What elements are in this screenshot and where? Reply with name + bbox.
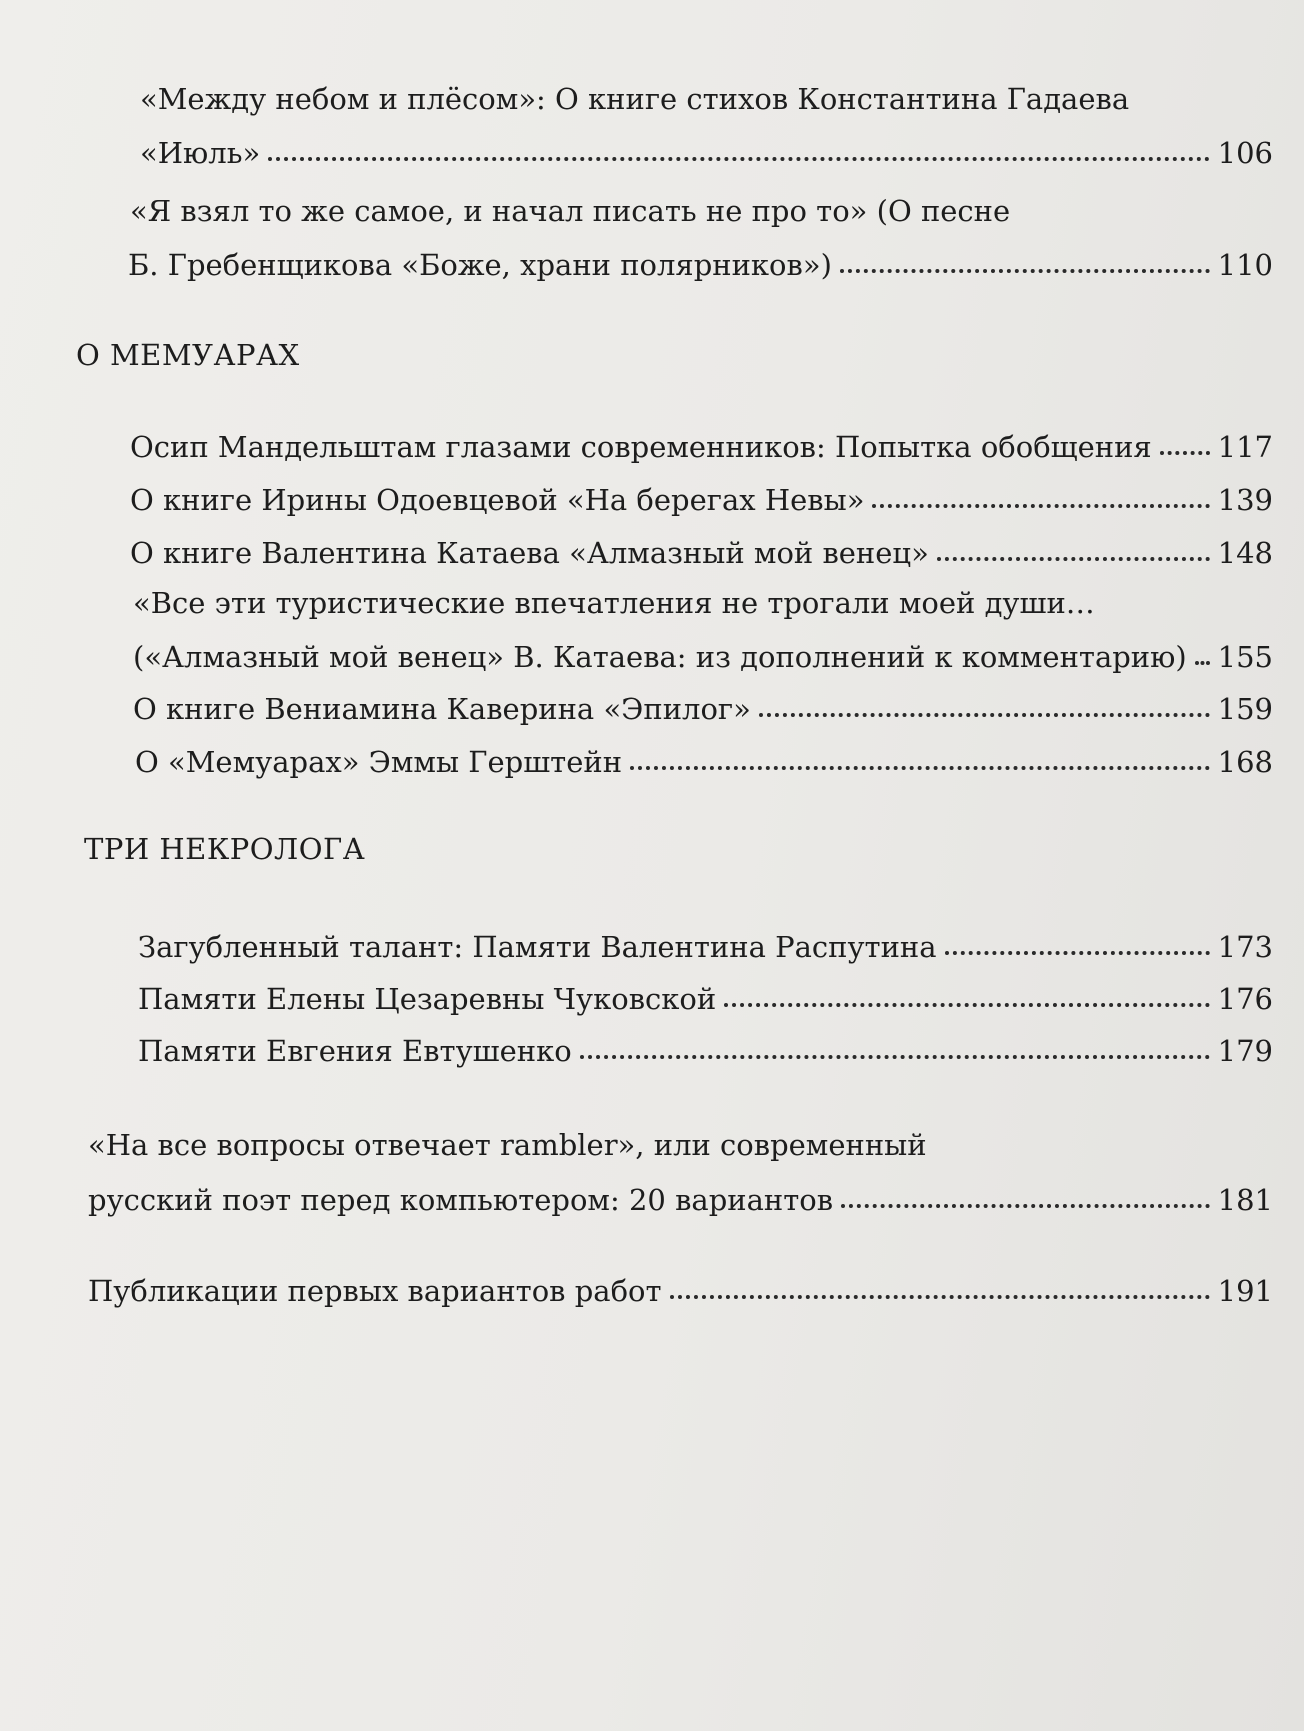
page-number: 173 [1217, 930, 1273, 964]
toc-entry-text: «Я взял то же самое, и начал писать не про то» (О песне [130, 194, 1011, 228]
toc-entry-text: «Июль» [140, 136, 261, 170]
toc-entry-text: Загубленный талант: Памяти Валентина Распутина [138, 930, 937, 964]
toc-entry[interactable] [130, 412, 1273, 462]
toc-entry-line [140, 64, 1129, 114]
dot-leader [841, 1204, 1210, 1208]
toc-entry-text: «Между небом и плёсом»: О книге стихов Константина Гадаева [140, 82, 1130, 116]
toc-entry-text: О книге Вениамина Каверина «Эпилог» [133, 692, 751, 726]
dot-leader [1160, 451, 1210, 455]
dot-leader [268, 157, 1209, 161]
dot-leader [840, 269, 1210, 273]
toc-entry[interactable] [138, 964, 1273, 1014]
toc-entry-text: О книге Валентина Катаева «Алмазный мой венец» [130, 536, 929, 570]
dot-leader [670, 1295, 1210, 1299]
page-number: 139 [1217, 483, 1273, 517]
page-number: 181 [1217, 1183, 1273, 1217]
toc-entry[interactable] [128, 230, 1273, 280]
page-number: 176 [1217, 982, 1273, 1016]
toc-entry[interactable] [138, 912, 1273, 962]
toc-entry-line [133, 568, 1095, 618]
toc-entry[interactable] [135, 727, 1273, 777]
dot-leader [759, 713, 1210, 717]
toc-entry-line [130, 176, 1010, 226]
page-number: 110 [1217, 248, 1273, 282]
toc-entry-text: Б. Гребенщикова «Боже, храни полярников») [128, 248, 832, 282]
page-number: 168 [1217, 745, 1273, 779]
page-number: 148 [1217, 536, 1273, 570]
toc-entry-text: Памяти Елены Цезаревны Чуковской [138, 982, 717, 1016]
toc-entry-text: «Все эти туристические впечатления не трогали моей души… [133, 586, 1095, 620]
toc-entry-line [88, 1110, 927, 1160]
toc-entry[interactable] [130, 465, 1273, 515]
toc-entry-text: русский поэт перед компьютером: 20 вариантов [88, 1183, 834, 1217]
page-number: 191 [1217, 1274, 1273, 1308]
page-number: 159 [1217, 692, 1273, 726]
dot-leader [580, 1055, 1210, 1059]
page-number: 155 [1217, 640, 1273, 674]
dot-leader [937, 557, 1210, 561]
toc-entry[interactable] [138, 1016, 1273, 1066]
toc-entry-text: Публикации первых вариантов работ [88, 1274, 662, 1308]
section-heading-obituaries: ТРИ НЕКРОЛОГА [84, 832, 366, 866]
toc-entry[interactable] [133, 622, 1273, 672]
dot-leader [630, 766, 1210, 770]
page-number: 117 [1217, 430, 1273, 464]
dot-leader [1195, 661, 1210, 665]
section-heading-memoirs: О МЕМУАРАХ [76, 338, 300, 372]
page-number: 106 [1217, 136, 1273, 170]
toc-entry[interactable] [88, 1165, 1273, 1215]
toc-entry[interactable] [140, 118, 1273, 168]
toc-entry-text: О книге Ирины Одоевцевой «На берегах Невы» [130, 483, 865, 517]
toc-entry-text: («Алмазный мой венец» В. Катаева: из дополнений к комментарию) [133, 640, 1187, 674]
toc-entry[interactable] [133, 674, 1273, 724]
dot-leader [945, 951, 1210, 955]
toc-entry[interactable] [130, 518, 1273, 568]
dot-leader [872, 504, 1209, 508]
toc-entry-text: «На все вопросы отвечает rambler», или современный [88, 1128, 927, 1162]
toc-entry[interactable] [88, 1256, 1273, 1306]
toc-entry-text: Памяти Евгения Евтушенко [138, 1034, 572, 1068]
toc-entry-text: О «Мемуарах» Эммы Герштейн [135, 745, 623, 779]
toc-entry-text: Осип Мандельштам глазами современников: Попытка обобщения [130, 430, 1152, 464]
dot-leader [724, 1003, 1209, 1007]
page-number: 179 [1217, 1034, 1273, 1068]
